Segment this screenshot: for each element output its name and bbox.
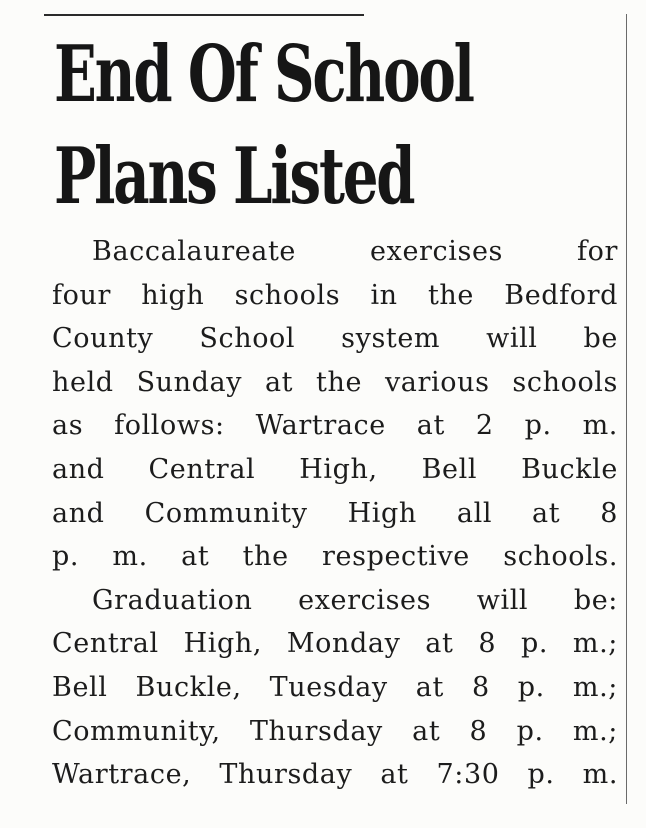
body-line: Graduation exercises will be: bbox=[92, 584, 618, 616]
column-top-rule bbox=[44, 14, 364, 16]
body-line: Bell Buckle, Tuesday at 8 p. m.; bbox=[52, 671, 618, 703]
article-body bbox=[52, 230, 618, 797]
body-line: Community, Thursday at 8 p. m.; bbox=[52, 715, 618, 747]
body-line: as follows: Wartrace at 2 p. m. bbox=[52, 410, 618, 442]
paragraph-graduation bbox=[52, 579, 618, 797]
headline bbox=[54, 24, 473, 228]
body-line: and Community High all at 8 bbox=[52, 497, 618, 529]
body-line: and Central High, Bell Buckle bbox=[52, 453, 618, 485]
headline-line-1: End Of School bbox=[54, 29, 473, 120]
body-line: held Sunday at the various schools bbox=[52, 366, 618, 398]
body-line: four high schools in the Bedford bbox=[52, 279, 618, 311]
body-line: p. m. at the respective schools. bbox=[52, 541, 618, 573]
body-line: Central High, Monday at 8 p. m.; bbox=[52, 628, 618, 660]
column-right-rule bbox=[626, 14, 627, 804]
body-line: County School system will be bbox=[52, 323, 618, 355]
body-line: Wartrace, Thursday at 7:30 p. m. bbox=[52, 759, 618, 791]
body-line: Baccalaureate exercises for bbox=[92, 236, 618, 267]
paragraph-baccalaureate bbox=[52, 230, 618, 579]
headline-line-2: Plans Listed bbox=[54, 131, 414, 222]
